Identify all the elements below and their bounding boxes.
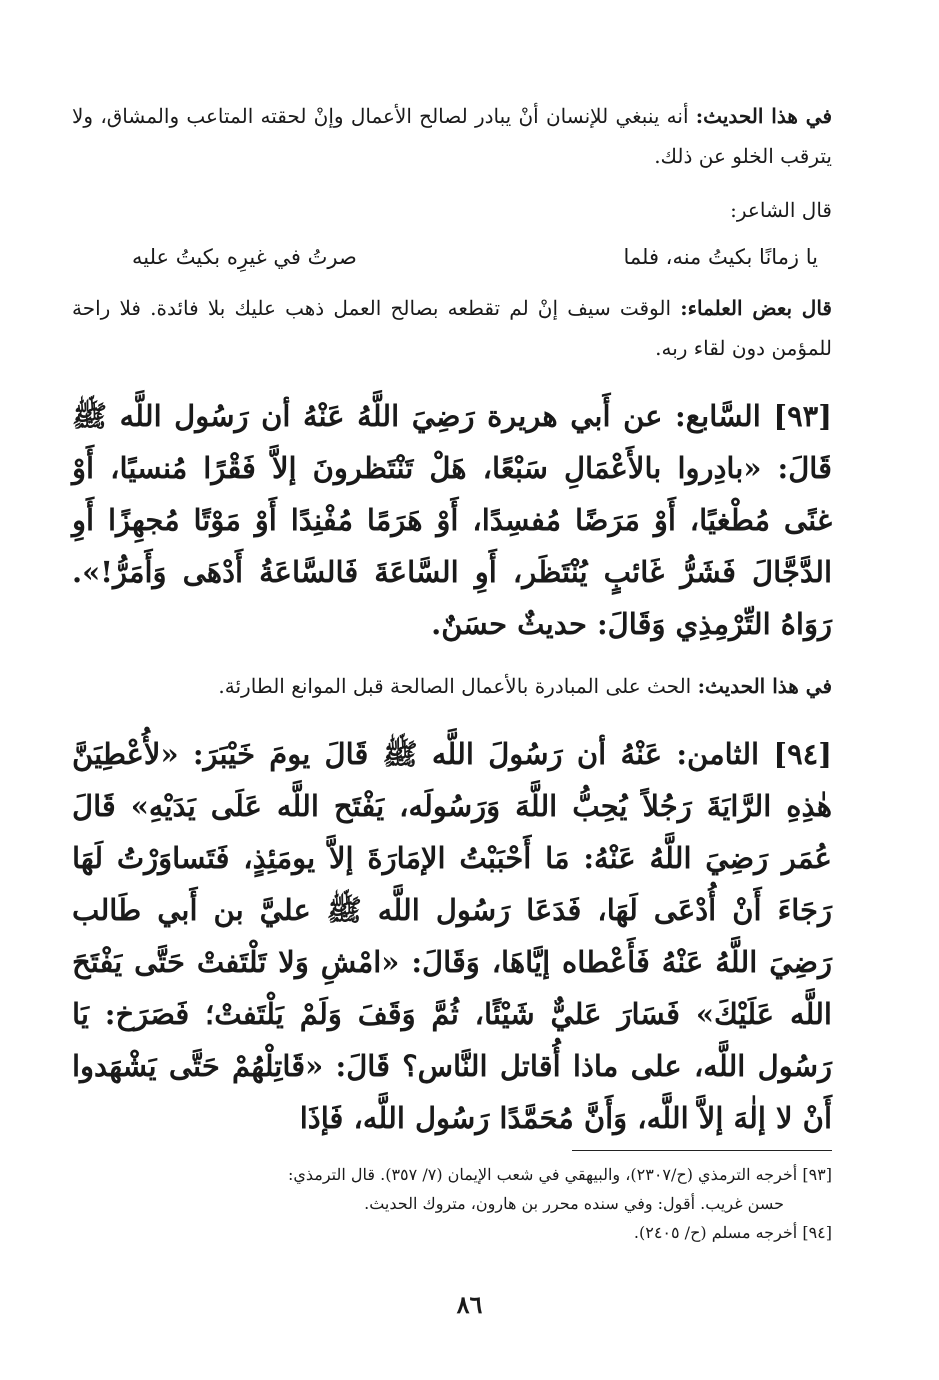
footnote-93-line-1: [٩٣] أخرجه الترمذي (ح/٢٣٠٧)، والبيهقي في شعب الإيمان (٧/ ٣٥٧). قال الترمذي:	[287, 1165, 832, 1184]
commentary-lead-3: في هذا الحديث:	[697, 674, 832, 698]
footnote-93-line-2: حسن غريب. أقول: وفي سنده محرر بن هارون، متروك الحديث.	[364, 1194, 784, 1213]
commentary-text-3: الحث على المبادرة بالأعمال الصالحة قبل الموانع الطارئة.	[218, 674, 692, 698]
commentary-lead-2: قال بعض العلماء:	[680, 296, 832, 320]
commentary-paragraph-3	[72, 666, 832, 706]
footnote-94: [٩٤] أخرجه مسلم (ح/ ٢٤٠٥).	[633, 1223, 832, 1242]
commentary-paragraph-1	[72, 96, 832, 176]
commentary-paragraph-2	[72, 288, 832, 368]
poem-hemistich-2: صرتُ في غيرِه بكيتُ عليه	[132, 245, 357, 269]
page-number: ٨٦	[456, 1290, 483, 1319]
poem-hemistich-1: يا زمانًا بكيتُ منه، فلما	[623, 245, 818, 269]
page-body	[72, 96, 832, 1144]
poem-verse	[72, 234, 832, 280]
commentary-text-2: الوقت سيف إنْ لم تقطعه بصالح العمل ذهب عليك بلا فائدة. فلا راحة للمؤمن دون لقاء ربه.	[72, 296, 832, 360]
footnotes	[72, 1160, 832, 1247]
poet-label: قال الشاعر:	[730, 198, 832, 222]
commentary-lead-1: في هذا الحديث:	[695, 104, 833, 128]
footnote-divider	[572, 1150, 832, 1151]
hadith-93: [٩٣] السَّابع: عن أَبي هريرة رَضِيَ اللَّهُ عَنْهُ أن رَسُول اللَّه ﷺ قَالَ: «بادِروا بالأَعْمَالِ سَبْعًا، هَلْ تَنْتَظرونَ إلاَّ فَقْرًا مُنسيًا، أَوْ غنًى مُطْغيًا، أَوْ مَرَضًا مُفسِدًا، أَوْ هَرَمًا مُفْنِدًا أَوْ مَوْتًا مُجهِزًا أَوِ الدَّجَّالَ فَشَرُّ غَائبٍ يُنْتَظَر، أَوِ السَّاعَةَ فَالسَّاعَةُ أَدْهَى وَأَمَرُّ!». رَوَاهُ التِّرْمِذِي وَقَالَ: حديثٌ حسَنٌ.	[72, 399, 832, 641]
commentary-text-1: أنه ينبغي للإنسان أنْ يبادر لصالح الأعمال وإنْ لحقته المتاعب والمشاق، ولا يترقب الخلو عن ذلك.	[72, 104, 832, 168]
hadith-94: [٩٤] الثامن: عَنْهُ أن رَسُولَ اللَّه ﷺ قَالَ يومَ خَيْبَرَ: «لأُعْطِيَنَّ هٰذِهِ الرَّايَةَ رَجُلاً يُحِبُّ اللَّهَ وَرَسُولَه، يَفْتَح اللَّه عَلَى يَدَيْهِ» قَالَ عُمَر رَضِيَ اللَّهُ عَنْهُ: مَا أَحْبَبْتُ الإمَارَةَ إلاَّ يومَئِذٍ، فَتَساوَرْتُ لَهَا رَجَاءَ أَنْ أُدْعَى لَهَا، فَدَعَا رَسُول اللَّه ﷺ عليَّ بن أَبي طَالب رَضِيَ اللَّهُ عَنْهُ فَأَعْطاه إيَّاهَا، وَقَالَ: «امْشِ وَلا تَلْتَفتْ حَتَّى يَفْتَحَ اللَّه عَلَيْكَ» فَسَارَ عَليٌّ شَيْئًا، ثُمَّ وَقَفَ وَلَمْ يَلْتَفتْ؛ فَصَرَخ: يَا رَسُول اللَّه، على ماذا أُقاتل النَّاس؟ قَالَ: «قَاتِلْهُمْ حَتَّى يَشْهَدوا أَنْ لا إلٰهَ إلاَّ اللَّه، وَأَنَّ مُحَمَّدًا رَسُول اللَّه، فَإذَا	[72, 737, 832, 1135]
